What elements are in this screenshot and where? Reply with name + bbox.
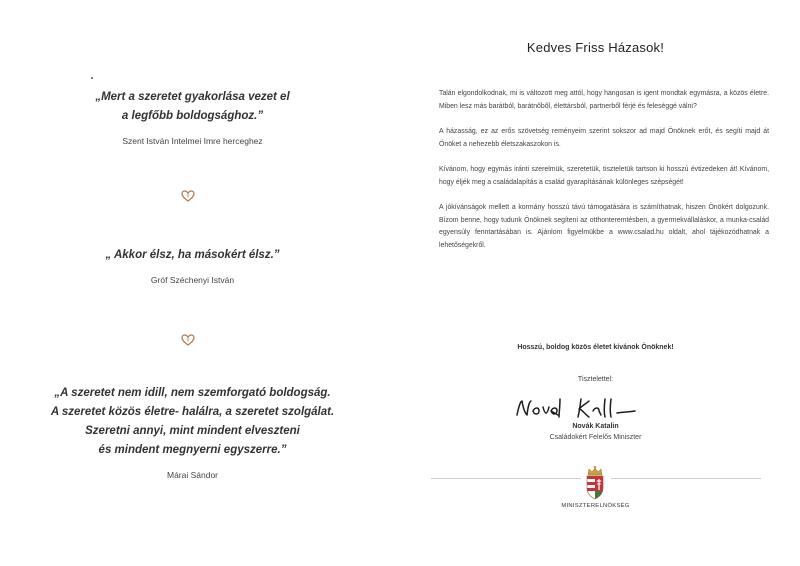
letter-paragraph: Kívánom, hogy egymás iránti szerelmük, szeretetük, tiszteletük tartson ki hosszú évtizedeken át! Kívánom, hogy éljék meg a családalapítás a család gyarapításának különleges szépségét! — [439, 166, 769, 186]
quote-line: Szeretni annyi, mint mindent elveszteni — [85, 425, 300, 437]
quote-2 — [0, 246, 385, 285]
heart-icon — [181, 334, 195, 346]
quote-text — [0, 88, 385, 126]
quote-3 — [0, 384, 385, 480]
quote-line: A szeretet közös életre- halálra, a szeretet szolgálat. — [50, 406, 335, 418]
quote-line: „A szeretet nem idill, nem szemforgató boldogság. — [54, 387, 331, 399]
letter-column — [423, 0, 768, 566]
letter-body — [439, 88, 769, 265]
signer-title: Családokért Felelős Miniszter — [549, 434, 642, 441]
letter-closing: Hosszú, boldog közös életet kívánok Önöknek! — [517, 344, 674, 351]
quote-line: „Mert a szeretet gyakorlása vezet el — [95, 91, 290, 103]
signer-name: Novák Katalin — [572, 423, 619, 430]
letter-greeting: Kedves Friss Házasok! — [526, 40, 665, 55]
divider-right — [611, 478, 761, 479]
quote-author: Gróf Széchenyi István — [150, 275, 235, 285]
letter-paragraph: A jókívánságok mellett a kormány hosszú távú támogatására is számíthatnak, hiszen Önökért dolgozunk. Bízom benne, hogy tudunk Önöknek segíteni az otthonteremtésben, a gyermekvállaláskor, a munka-család egyensúly fenntartásában is. Ajánlom figyelmükbe a www.csalad.hu oldalt, ahol tájékozódhatnak a lehetőségekről. — [439, 204, 769, 249]
scan-dot — [91, 77, 93, 79]
divider-left — [431, 478, 581, 479]
coat-of-arms-icon — [584, 466, 606, 500]
quotes-column — [0, 0, 385, 566]
quote-1 — [0, 88, 385, 146]
quote-author: Szent István Intelmei Imre herceghez — [122, 136, 263, 146]
letter-paragraph: Talán elgondolkodnak, mi is változott meg attól, hogy hangosan is igent mondtak egymásra, a közös életre. Miben lesz más barátból, barátnőből, élettársból, partnerből férjé és feleséggé válni? — [439, 90, 769, 110]
quote-line: „ Akkor élsz, ha másokért élsz.” — [105, 249, 280, 261]
letter-paragraph: A házasság, ez az erős szövetség reményeim szerint sokszor ad majd Önöknek erőt, és segíti majd át Önöket a nehezebb életszakaszokon is. — [439, 128, 769, 148]
handwritten-signature — [513, 393, 673, 423]
ministry-label: MINISZTERELNÖKSÉG — [561, 503, 630, 509]
quote-text — [0, 384, 385, 460]
quote-line: és mindent megnyerni egyszerre.” — [98, 444, 287, 456]
quote-line: a legfőbb boldogsághoz.” — [121, 110, 264, 122]
heart-icon — [181, 190, 195, 202]
quote-author: Márai Sándor — [166, 470, 219, 480]
quote-text — [0, 246, 385, 265]
letter-regards: Tisztelettel: — [577, 376, 614, 383]
